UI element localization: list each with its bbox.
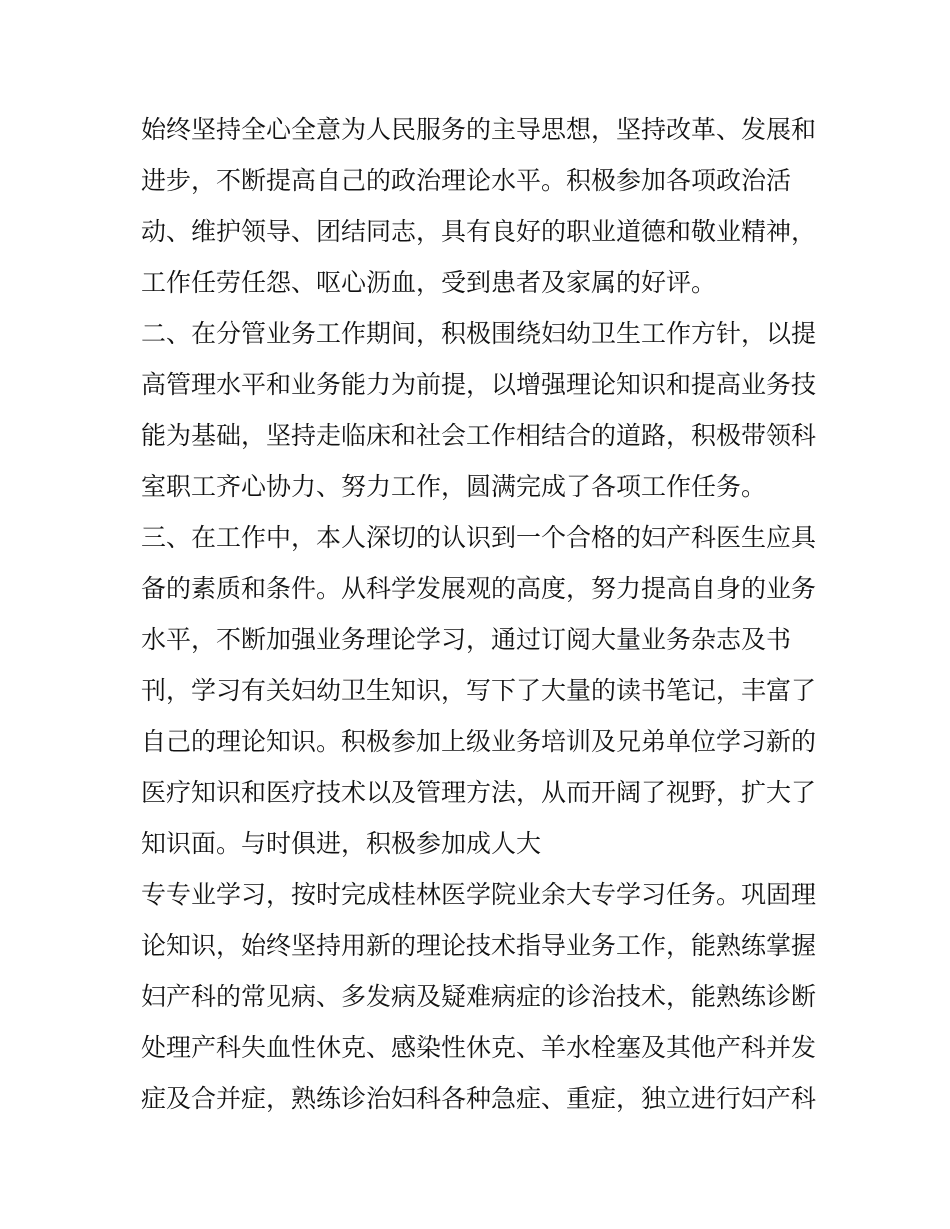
paragraph-line: 高管理水平和业务能力为前提，以增强理论知识和提高业务技 [141,370,817,399]
paragraph-line: 妇产科的常见病、多发病及疑难病症的诊治技术，能熟练诊断 [141,982,817,1011]
paragraph-line: 备的素质和条件。从科学发展观的高度，努力提高自身的业务 [141,574,817,603]
paragraph-line: 处理产科失血性休克、感染性休克、羊水栓塞及其他产科并发 [141,1033,817,1062]
paragraph-line: 二、在分管业务工作期间，积极围绕妇幼卫生工作方针，以提 [141,319,817,348]
paragraph-line: 症及合并症，熟练诊治妇科各种急症、重症，独立进行妇产科 [141,1084,817,1113]
paragraph-line: 医疗知识和医疗技术以及管理方法，从而开阔了视野，扩大了 [141,778,817,807]
paragraph-line: 始终坚持全心全意为人民服务的主导思想，坚持改革、发展和 [141,115,817,144]
paragraph-line: 动、维护领导、团结同志，具有良好的职业道德和敬业精神， [141,217,817,246]
paragraph-line: 自己的理论知识。积极参加上级业务培训及兄弟单位学习新的 [141,727,817,756]
paragraph-line: 论知识，始终坚持用新的理论技术指导业务工作，能熟练掌握 [141,931,817,960]
paragraph-line: 工作任劳任怨、呕心沥血，受到患者及家属的好评。 [141,268,717,297]
paragraph-line: 能为基础，坚持走临床和社会工作相结合的道路，积极带领科 [141,421,817,450]
paragraph-line: 室职工齐心协力、努力工作，圆满完成了各项工作任务。 [141,472,767,501]
paragraph-line: 三、在工作中，本人深切的认识到一个合格的妇产科医生应具 [141,523,817,552]
paragraph-line: 专专业学习，按时完成桂林医学院业余大专学习任务。巩固理 [141,880,817,909]
paragraph-line: 刊，学习有关妇幼卫生知识，写下了大量的读书笔记，丰富了 [141,676,817,705]
paragraph-line: 进步，不断提高自己的政治理论水平。积极参加各项政治活 [141,166,792,195]
paragraph-line: 知识面。与时俱进，积极参加成人大 [141,829,542,858]
paragraph-line: 水平，不断加强业务理论学习，通过订阅大量业务杂志及书 [141,625,792,654]
